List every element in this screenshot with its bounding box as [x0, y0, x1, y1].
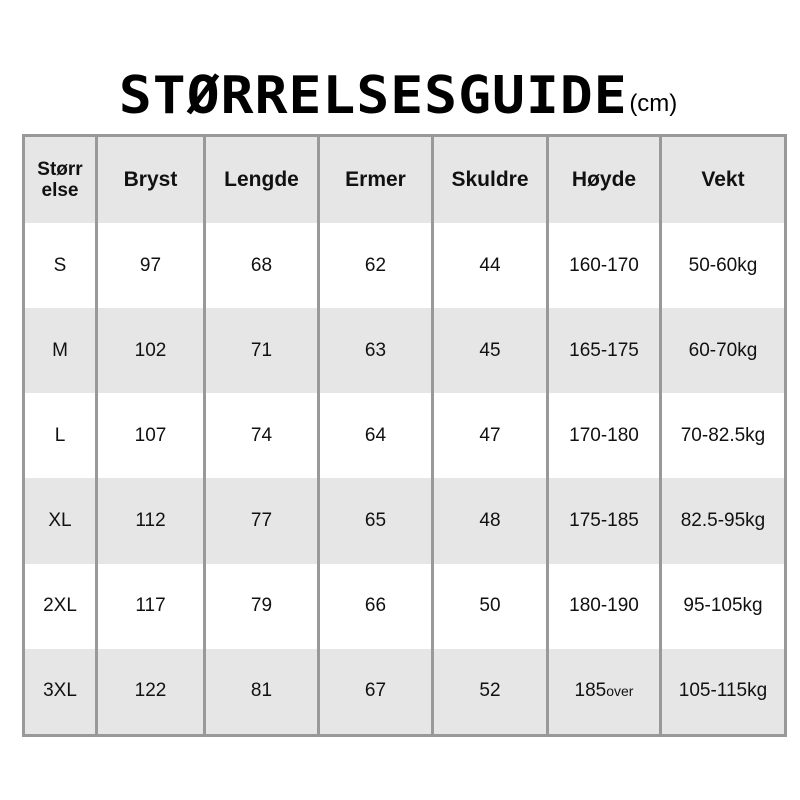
hoyde-cell: 185over [548, 649, 661, 736]
header-vekt: Vekt [661, 136, 786, 224]
skuldre-cell: 52 [433, 649, 548, 736]
size-cell: 2XL [24, 564, 97, 649]
hoyde-cell: 160-170 [548, 223, 661, 308]
ermer-cell: 67 [319, 649, 433, 736]
skuldre-cell: 48 [433, 478, 548, 563]
hoyde-cell: 165-175 [548, 308, 661, 393]
table-row [24, 308, 786, 393]
header-skuldre: Skuldre [433, 136, 548, 224]
vekt-cell: 50-60kg [661, 223, 786, 308]
bryst-cell: 102 [97, 308, 205, 393]
lengde-cell: 74 [205, 393, 319, 478]
bryst-cell: 107 [97, 393, 205, 478]
vekt-cell: 105-115kg [661, 649, 786, 736]
lengde-cell: 68 [205, 223, 319, 308]
size-cell: M [24, 308, 97, 393]
size-cell: 3XL [24, 649, 97, 736]
size-cell: S [24, 223, 97, 308]
header-size-line2: else [41, 180, 79, 201]
skuldre-cell: 50 [433, 564, 548, 649]
skuldre-cell: 44 [433, 223, 548, 308]
bryst-cell: 97 [97, 223, 205, 308]
header-bryst: Bryst [97, 136, 205, 224]
table-row [24, 649, 786, 736]
vekt-cell: 95-105kg [661, 564, 786, 649]
lengde-cell: 81 [205, 649, 319, 736]
vekt-cell: 82.5-95kg [661, 478, 786, 563]
table-row [24, 564, 786, 649]
bryst-cell: 112 [97, 478, 205, 563]
unit-label: (cm) [629, 90, 678, 117]
ermer-cell: 62 [319, 223, 433, 308]
lengde-cell: 77 [205, 478, 319, 563]
header-row [24, 136, 786, 224]
table-row [24, 478, 786, 563]
ermer-cell: 64 [319, 393, 433, 478]
header-hoyde: Høyde [548, 136, 661, 224]
skuldre-cell: 47 [433, 393, 548, 478]
bryst-cell: 122 [97, 649, 205, 736]
ermer-cell: 66 [319, 564, 433, 649]
table-row [24, 393, 786, 478]
lengde-cell: 79 [205, 564, 319, 649]
bryst-cell: 117 [97, 564, 205, 649]
header-size [24, 136, 97, 224]
hoyde-cell: 175-185 [548, 478, 661, 563]
vekt-cell: 70-82.5kg [661, 393, 786, 478]
page-title: STØRRELSESGUIDE [118, 66, 628, 126]
header-ermer: Ermer [319, 136, 433, 224]
page-header [0, 52, 800, 126]
size-cell: L [24, 393, 97, 478]
lengde-cell: 71 [205, 308, 319, 393]
size-cell: XL [24, 478, 97, 563]
header-size-line1: Størr [37, 159, 83, 180]
hoyde-cell: 180-190 [548, 564, 661, 649]
ermer-cell: 63 [319, 308, 433, 393]
vekt-cell: 60-70kg [661, 308, 786, 393]
size-chart-table [22, 134, 787, 737]
ermer-cell: 65 [319, 478, 433, 563]
header-lengde: Lengde [205, 136, 319, 224]
skuldre-cell: 45 [433, 308, 548, 393]
table-row [24, 223, 786, 308]
hoyde-cell: 170-180 [548, 393, 661, 478]
